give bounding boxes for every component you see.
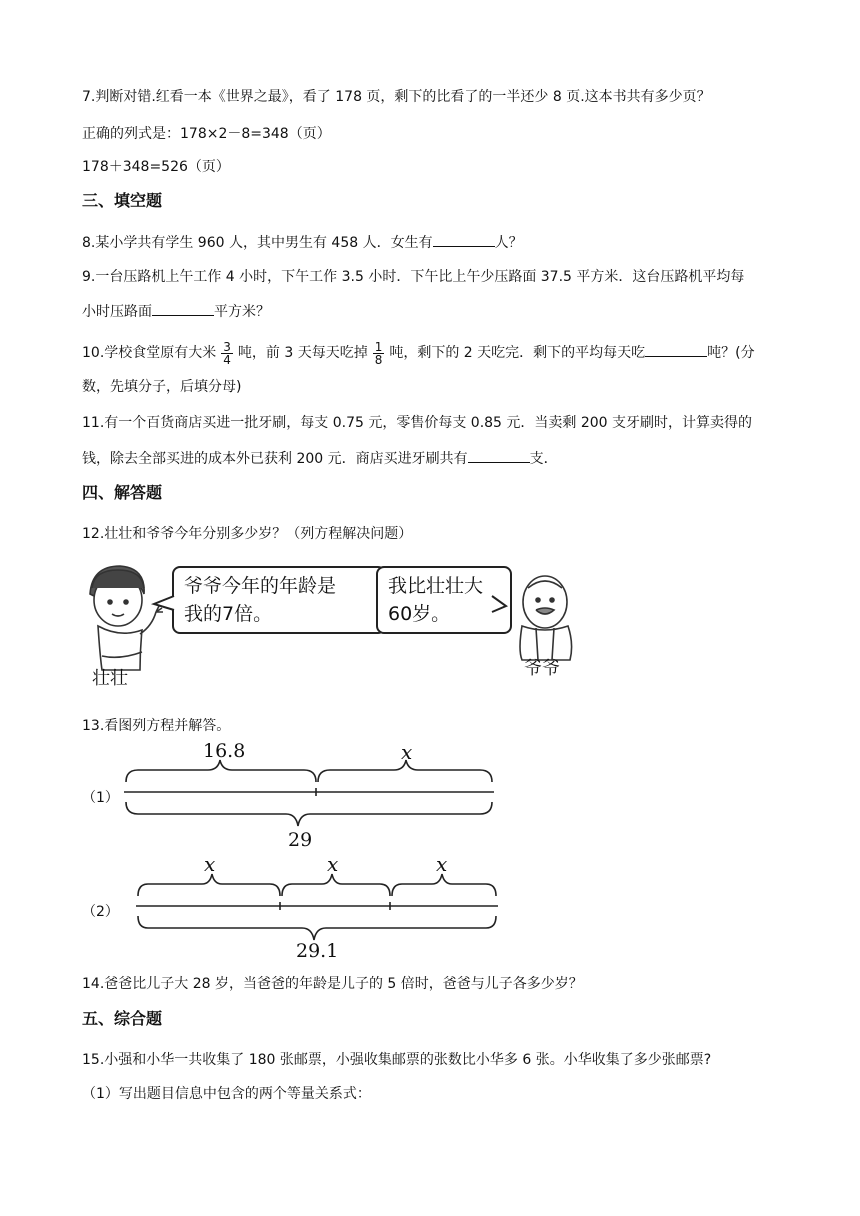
q11-blank[interactable]	[468, 448, 530, 463]
q9-line2	[82, 301, 270, 322]
q13-text: 13.看图列方程并解答。	[82, 718, 231, 734]
diagram1-line-segment	[118, 742, 508, 857]
boy-bubble-line1: 爷爷今年的年龄是	[184, 575, 337, 597]
name-zhuangzhuang: 壮壮	[92, 668, 128, 689]
q7-line1: 7.判断对错.红看一本《世界之最》，看了 178 页，剩下的比看了的一半还少 8 页.这本书共有多少页？	[82, 89, 711, 105]
diagram2-part1-label: x	[204, 852, 216, 876]
q11-line2	[82, 448, 558, 469]
q15-sub1: （1）写出题目信息中包含的两个等量关系式：	[82, 1086, 371, 1102]
q9-blank[interactable]	[152, 301, 214, 316]
q10-f2-denominator: 8	[374, 352, 383, 367]
brace-part-3	[392, 874, 496, 896]
q10-fraction-3-4	[221, 341, 233, 366]
q10-f1-denominator: 4	[223, 352, 231, 367]
q10-line1	[82, 338, 755, 368]
q14-text: 14.爸爸比儿子大 28 岁，当爸爸的年龄是儿子的 5 倍时，爸爸与儿子各多少岁？	[82, 976, 583, 992]
q8-line	[82, 232, 523, 253]
diagram1-left-label: 16.8	[203, 740, 246, 762]
diagram1-tag: （1）	[82, 790, 119, 806]
q10-f2-numerator: 1	[374, 339, 383, 354]
q8-suffix: 人？	[494, 235, 523, 251]
q11-line1: 11.有一个百货商店买进一批牙刷，每支 0.75 元，零售价每支 0.85 元．当卖剩 200 支牙刷时，计算卖得的	[82, 415, 753, 431]
brace-part-2	[282, 874, 390, 896]
q11-text: 钱，除去全部买进的成本外已获利 200 元．商店买进牙刷共有	[82, 451, 468, 467]
q15-text: 15.小强和小华一共收集了 180 张邮票，小强收集邮票的张数比小华多 6 张。小华收集了多少张邮票?	[82, 1052, 712, 1068]
bubble-tails	[150, 590, 510, 620]
boy-bubble-line2: 我的7倍。	[184, 603, 273, 625]
name-grandpa: 爷爷	[524, 658, 560, 679]
q12-text: 12.壮壮和爷爷今年分别多少岁？（列方程解决问题）	[82, 526, 413, 542]
q10-text-2: 吨，前 3 天每天吃掉	[237, 345, 368, 361]
brace-bottom	[126, 802, 492, 826]
section-fill-blank-heading: 三、填空题	[82, 191, 163, 210]
diagram2-part2-label: x	[327, 852, 339, 876]
q10-f1-numerator: 3	[223, 339, 231, 354]
diagram1-right-label: x	[401, 740, 413, 764]
q9-line1: 9.一台压路机上午工作 4 小时，下午工作 3.5 小时．下午比上午少压路面 37.5 平方米．这台压路机平均每	[82, 269, 745, 285]
q9-text: 小时压路面	[82, 304, 152, 320]
brace-top-left	[126, 760, 316, 782]
brace-part-1	[138, 874, 280, 896]
q10-text-4: 吨？(分	[707, 345, 755, 361]
q10-line2: 数，先填分子，后填分母)	[82, 379, 242, 395]
q11-suffix: 支．	[529, 451, 558, 467]
section-answer-heading: 四、解答题	[82, 483, 163, 502]
diagram1-total-label: 29	[288, 829, 313, 851]
q7-line2: 正确的列式是：178×2－8=348（页）	[82, 126, 331, 142]
q10-text-3: 吨，剩下的 2 天吃完．剩下的平均每天吃	[389, 345, 646, 361]
q10-text-1: 10.学校食堂原有大米	[82, 345, 217, 361]
grandpa-figure	[520, 576, 572, 660]
q8-text: 8.某小学共有学生 960 人，其中男生有 458 人．女生有	[82, 235, 433, 251]
section-comprehensive-heading: 五、综合题	[82, 1009, 163, 1028]
q9-suffix: 平方米？	[214, 304, 270, 320]
diagram2-line-segment	[130, 860, 510, 980]
q8-blank[interactable]	[433, 232, 495, 247]
q10-fraction-1-8	[373, 341, 385, 366]
brace-bottom-2	[138, 916, 496, 940]
diagram2-part3-label: x	[436, 852, 448, 876]
diagram2-total-label: 29.1	[296, 940, 339, 962]
grandpa-bubble-line1: 我比壮壮大	[388, 575, 484, 597]
q7-line3: 178＋348=526（页）	[82, 159, 230, 175]
grandpa-bubble-line2: 60岁。	[388, 603, 451, 625]
diagram2-tag: （2）	[82, 904, 119, 920]
q10-blank[interactable]	[645, 342, 707, 357]
